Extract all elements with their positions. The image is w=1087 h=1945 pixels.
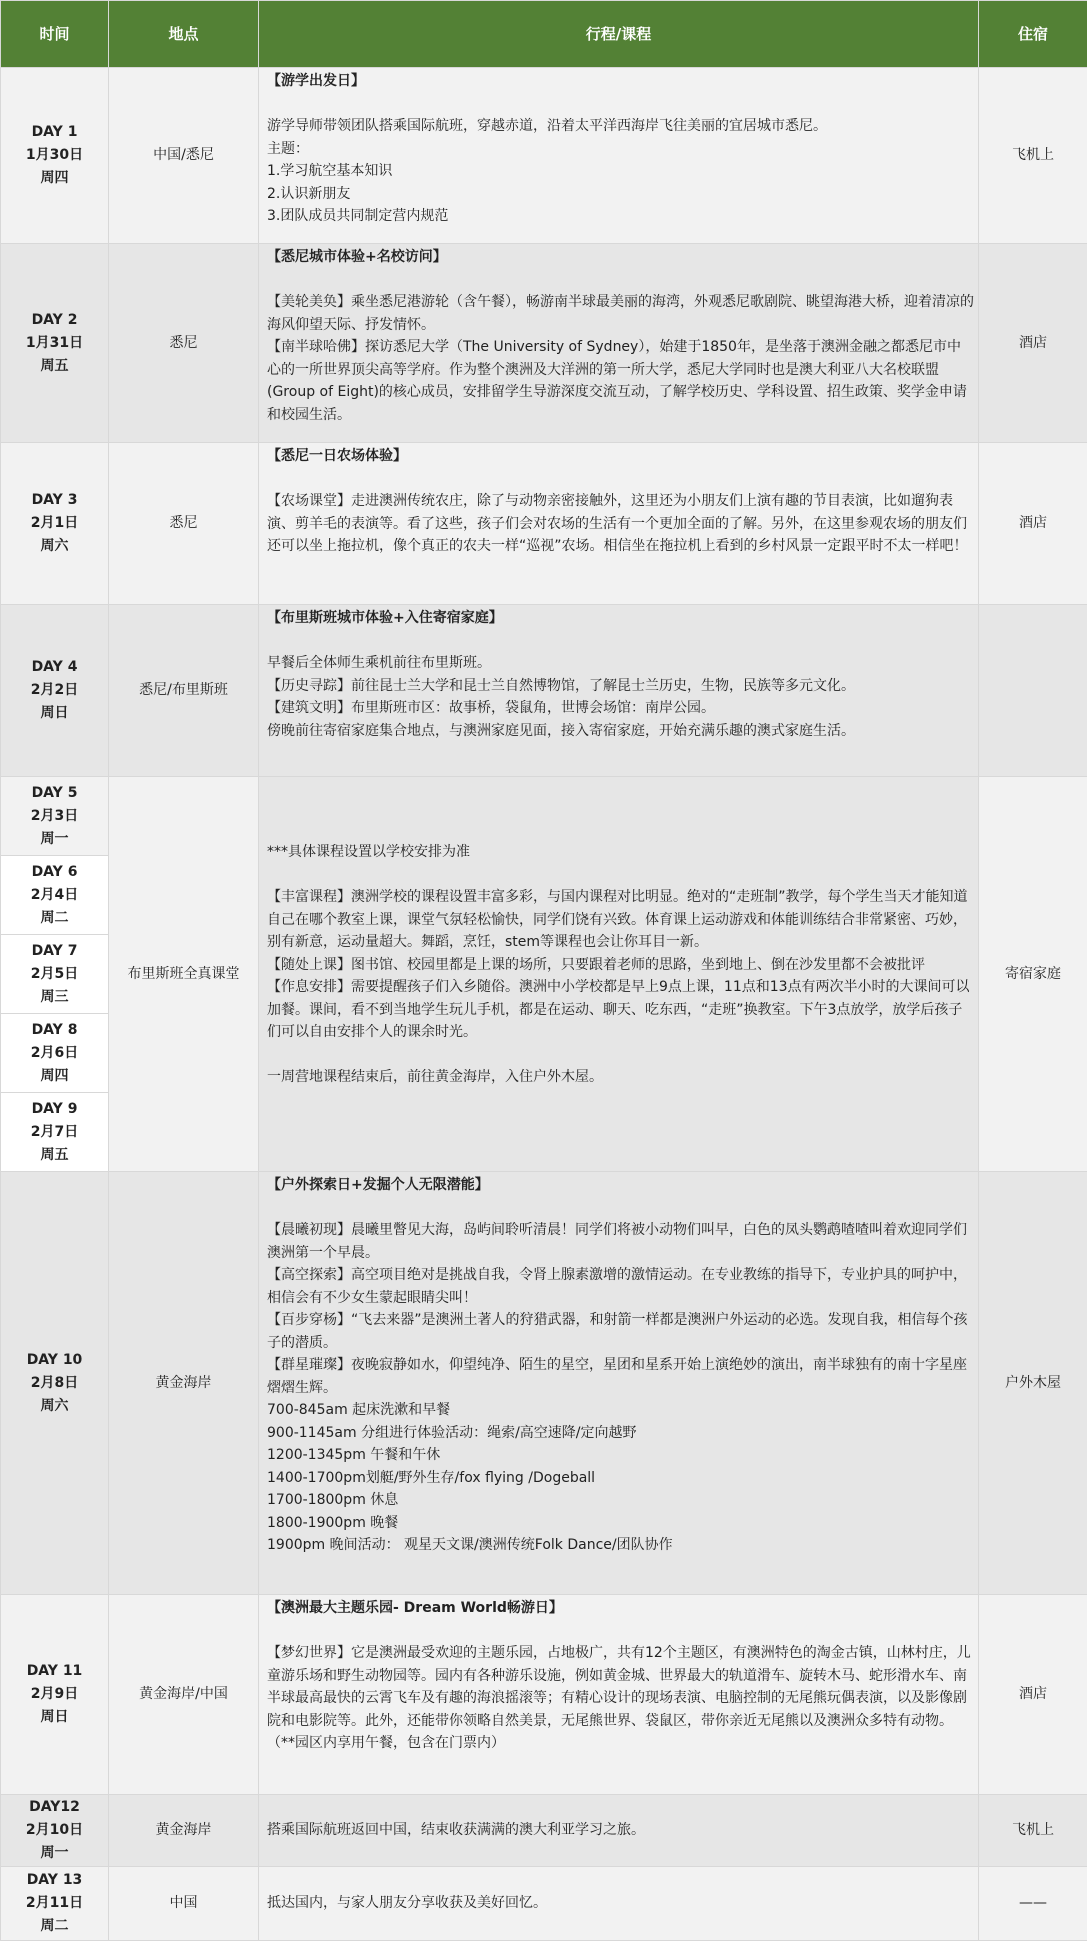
- itinerary-cell: [259, 244, 979, 443]
- itinerary-line: 搭乘国际航班返回中国，结束收获满满的澳大利亚学习之旅。: [267, 1822, 645, 1839]
- itinerary-line: 【丰富课程】澳洲学校的课程设置丰富多彩，与国内课程对比明显。绝对的“走班制”教学，每个学生当天才能知道自己在哪个教室上课，课堂气氛轻松愉快，同学们饶有兴致。体育课上运动游戏和体能训练结合非常紧密、巧妙，别有新意，运动量超大。舞蹈，烹饪，stem等课程也会让你耳目一新。: [267, 889, 968, 950]
- itinerary-line: 1800-1900pm 晚餐: [267, 1514, 399, 1531]
- day-date: 1月31日: [25, 334, 84, 351]
- itinerary-line: 【农场课堂】走进澳洲传统农庄，除了与动物亲密接触外，这里还为小朋友们上演有趣的节目表演，比如遛狗表演、剪羊毛的表演等。看了这些，孩子们会对农场的生活有一个更加全面的了解。另外，在这里参观农场的朋友们还可以坐上拖拉机，像个真正的农夫一样“巡视”农场。相信坐在拖拉机上看到的乡村风景一定跟平时不太一样吧！: [267, 493, 968, 554]
- itinerary-title: 【澳洲最大主题乐园- Dream World畅游日】: [267, 1600, 563, 1616]
- day-weekday: 周二: [40, 1918, 69, 1934]
- day-row-11: [1, 1595, 1087, 1795]
- lodging-cell: ——: [979, 1867, 1087, 1941]
- itinerary-line: （**园区内享用午餐，包含在门票内）: [267, 1735, 505, 1751]
- place-cell: 悉尼: [109, 244, 259, 443]
- header-time: 时间: [1, 1, 109, 68]
- day-weekday: 周一: [40, 830, 69, 847]
- itinerary-line: 【美轮美奂】乘坐悉尼港游轮（含午餐），畅游南半球最美丽的海湾，外观悉尼歌剧院、眺望海港大桥，迎着清凉的海风仰望天际、抒发情怀。: [267, 294, 974, 333]
- itinerary-cell: [259, 777, 979, 1172]
- day-cell: [1, 605, 109, 777]
- itinerary-line: 1700-1800pm 休息: [267, 1492, 399, 1508]
- lodging-cell: 酒店: [979, 244, 1087, 443]
- itinerary-line: 【建筑文明】布里斯班市区：故事桥，袋鼠角，世博会场馆：南岸公园。: [267, 700, 715, 716]
- header-itinerary: 行程/课程: [259, 1, 979, 68]
- day-date: 2月10日: [25, 1822, 84, 1838]
- itinerary-title: 【悉尼城市体验+名校访问】: [267, 249, 447, 265]
- day-weekday: 周日: [40, 1709, 69, 1725]
- itinerary-line: 【晨曦初现】晨曦里瞥见大海，岛屿间聆听清晨！同学们将被小动物们叫早，白色的凤头鹦鹉喳喳叫着欢迎同学们澳洲第一个早晨。: [267, 1222, 967, 1261]
- lodging-cell: 寄宿家庭: [979, 777, 1087, 1172]
- day-date: 2月4日: [30, 886, 79, 903]
- header-row: [1, 1, 1087, 68]
- day-row-2: [1, 244, 1087, 443]
- itinerary-line: [267, 864, 974, 887]
- itinerary-line: 900-1145am 分组进行体验活动：绳索/高空速降/定向越野: [267, 1424, 637, 1441]
- itinerary-title: 【布里斯班城市体验+入住寄宿家庭】: [267, 610, 503, 626]
- day-number: DAY 11: [26, 1663, 83, 1679]
- itinerary-cell: [259, 1595, 979, 1795]
- day-number: DAY 13: [26, 1872, 83, 1888]
- lodging-cell: 飞机上: [979, 1795, 1087, 1867]
- day-date: 2月8日: [30, 1374, 79, 1391]
- day-date: 2月3日: [30, 807, 79, 824]
- itinerary-line: [267, 1620, 974, 1643]
- day-weekday: 周四: [40, 1067, 69, 1084]
- itinerary-line: 抵达国内，与家人朋友分享收获及美好回忆。: [267, 1895, 547, 1912]
- day-row-3: [1, 443, 1087, 605]
- itinerary-line: 【南半球哈佛】探访悉尼大学（The University of Sydney），始建于1850年，是坐落于澳洲金融之都悉尼市中心的一所世界顶尖高等学府。作为整个澳洲及大洋洲的第一所大学，悉尼大学同时也是澳大利亚八大名校联盟(Group of Eight)的核心成员，安排留学生导游深度交流互动，了解学校历史、学科设置、招生政策、奖学金申请和校园生活。: [267, 339, 967, 423]
- day-weekday: 周六: [40, 538, 69, 554]
- place-cell: 中国: [109, 1867, 259, 1941]
- day-date: 2月9日: [30, 1686, 79, 1702]
- day-row-1: [1, 68, 1087, 244]
- itinerary-cell: [259, 605, 979, 777]
- place-cell: 中国/悉尼: [109, 68, 259, 244]
- day-date: 2月5日: [30, 965, 79, 982]
- day-row-13: [1, 1867, 1087, 1941]
- itinerary-line: [267, 93, 974, 116]
- day-weekday: 周三: [40, 988, 69, 1005]
- day-number: DAY 10: [26, 1351, 83, 1368]
- day-date: 2月2日: [30, 682, 79, 698]
- day-cell: [1, 1867, 109, 1941]
- itinerary-line: 【高空探索】高空项目绝对是挑战自我，令肾上腺素激增的激情运动。在专业教练的指导下，专业护具的呵护中，相信会有不少女生蒙起眼睛尖叫！: [267, 1267, 967, 1306]
- day-cell: [1, 1795, 109, 1867]
- place-cell: 布里斯班全真课堂: [109, 777, 259, 1172]
- day-weekday: 周二: [40, 909, 69, 926]
- day-cell: [1, 1595, 109, 1795]
- itinerary-line: [267, 468, 974, 491]
- itinerary-line: 【作息安排】需要提醒孩子们入乡随俗。澳洲中小学校都是早上9点上课，11点和13点有两次半小时的大课间可以加餐。课间，看不到当地学生玩儿手机，都是在运动、聊天、吃东西，“走班”换教室。下午3点放学，放学后孩子们可以自由安排个人的课余时光。: [267, 979, 970, 1040]
- day-weekday: 周五: [40, 357, 69, 374]
- itinerary-line: 游学导师带领团队搭乘国际航班，穿越赤道，沿着太平洋西海岸飞往美丽的宜居城市悉尼。: [267, 118, 827, 134]
- day-number: DAY 6: [31, 863, 78, 880]
- day-number: DAY 1: [31, 124, 78, 140]
- itinerary-cell: [259, 68, 979, 244]
- day-cell: [1, 1093, 109, 1172]
- place-cell: 悉尼: [109, 443, 259, 605]
- day-row-5: [1, 777, 1087, 856]
- itinerary-line: [267, 269, 974, 292]
- lodging-cell: 酒店: [979, 1595, 1087, 1795]
- day-cell: [1, 68, 109, 244]
- itinerary-line: 700-845am 起床洗漱和早餐: [267, 1402, 451, 1418]
- day-cell: [1, 1014, 109, 1093]
- day-date: 2月6日: [30, 1044, 79, 1061]
- itinerary-line: 1.学习航空基本知识: [267, 163, 393, 179]
- day-date: 2月11日: [25, 1895, 84, 1911]
- place-cell: 黄金海岸: [109, 1795, 259, 1867]
- lodging-cell: 酒店: [979, 443, 1087, 605]
- itinerary-line: 1200-1345pm 午餐和午休: [267, 1447, 441, 1463]
- lodging-cell: 飞机上: [979, 68, 1087, 244]
- place-cell: 黄金海岸: [109, 1172, 259, 1595]
- lodging-cell: 户外木屋: [979, 1172, 1087, 1595]
- day-row-4: [1, 605, 1087, 777]
- day-row-12: [1, 1795, 1087, 1867]
- day-cell: [1, 443, 109, 605]
- itinerary-line: 【历史寻踪】前往昆士兰大学和昆士兰自然博物馆，了解昆士兰历史，生物，民族等多元文化。: [267, 677, 855, 694]
- lodging-cell: [979, 605, 1087, 777]
- place-cell: 黄金海岸/中国: [109, 1595, 259, 1795]
- day-number: DAY 8: [31, 1021, 78, 1038]
- day-number: DAY12: [29, 1799, 80, 1815]
- itinerary-line: 【梦幻世界】它是澳洲最受欢迎的主题乐园，占地极广，共有12个主题区，有澳洲特色的淘金古镇，山林村庄，儿童游乐场和野生动物园等。园内有各种游乐设施，例如黄金城、世界最大的轨道滑车、旋转木马、蛇形滑水车、南半球最高最快的云霄飞车及有趣的海浪摇滚等；有精心设计的现场表演、电脑控制的无尾熊玩偶表演，以及影像剧院和电影院等。此外，还能带你领略自然美景，无尾熊世界、袋鼠区，带你亲近无尾熊以及澳洲众多特有动物。: [267, 1645, 971, 1729]
- itinerary-line: 2.认识新朋友: [267, 185, 351, 202]
- day-weekday: 周六: [40, 1397, 69, 1414]
- day-date: 1月30日: [25, 147, 84, 163]
- day-number: DAY 7: [31, 942, 78, 959]
- itinerary-line: 3.团队成员共同制定营内规范: [267, 208, 449, 224]
- itinerary-line: 【群星璀璨】夜晚寂静如水，仰望纯净、陌生的星空，星团和星系开始上演绝妙的演出，南半球独有的南十字星座熠熠生辉。: [267, 1357, 967, 1396]
- day-cell: [1, 1172, 109, 1595]
- itinerary-line: [267, 1044, 974, 1067]
- itinerary-line: 【百步穿杨】“飞去来器”是澳洲土著人的狩猎武器，和射箭一样都是澳洲户外运动的必选。发现自我，相信每个孩子的潜质。: [267, 1312, 968, 1351]
- day-row-10: [1, 1172, 1087, 1595]
- day-cell: [1, 244, 109, 443]
- day-weekday: 周日: [40, 705, 69, 721]
- itinerary-cell: [259, 443, 979, 605]
- day-weekday: 周四: [40, 170, 69, 186]
- itinerary-line: 【随处上课】图书馆、校园里都是上课的场所，只要跟着老师的思路，坐到地上、倒在沙发里都不会被批评: [267, 956, 925, 973]
- day-number: DAY 5: [31, 784, 78, 801]
- day-date: 2月1日: [30, 515, 79, 531]
- day-weekday: 周五: [40, 1146, 69, 1163]
- day-cell: [1, 856, 109, 935]
- day-date: 2月7日: [30, 1123, 79, 1140]
- itinerary-line: 傍晚前往寄宿家庭集合地点，与澳洲家庭见面，接入寄宿家庭，开始充满乐趣的澳式家庭生活。: [267, 722, 855, 739]
- itinerary-line: 早餐后全体师生乘机前往布里斯班。: [267, 655, 491, 671]
- day-cell: [1, 935, 109, 1014]
- itinerary-cell: [259, 1795, 979, 1867]
- itinerary-line: 1400-1700pm划艇/野外生存/fox flying /Dogeball: [267, 1469, 596, 1486]
- day-number: DAY 4: [31, 659, 78, 675]
- place-cell: 悉尼/布里斯班: [109, 605, 259, 777]
- header-place: 地点: [109, 1, 259, 68]
- itinerary-line: ***具体课程设置以学校安排为准: [267, 844, 470, 860]
- itinerary-title: 【户外探索日+发掘个人无限潜能】: [267, 1177, 489, 1193]
- itinerary-cell: [259, 1172, 979, 1595]
- itinerary-line: [267, 1197, 974, 1220]
- itinerary-line: 主题：: [267, 140, 309, 157]
- day-number: DAY 3: [31, 492, 78, 508]
- itinerary-line: 1900pm 晚间活动： 观星天文课/澳洲传统Folk Dance/团队协作: [267, 1537, 673, 1553]
- itinerary-line: [267, 630, 974, 653]
- day-weekday: 周一: [40, 1845, 69, 1861]
- day-cell: [1, 777, 109, 856]
- itinerary-title: 【悉尼一日农场体验】: [267, 448, 407, 464]
- day-number: DAY 2: [31, 311, 78, 328]
- itinerary-line: 一周营地课程结束后，前往黄金海岸，入住户外木屋。: [267, 1069, 603, 1085]
- itinerary-title: 【游学出发日】: [267, 73, 365, 89]
- day-number: DAY 9: [31, 1100, 78, 1117]
- header-lodging: 住宿: [979, 1, 1087, 68]
- itinerary-cell: [259, 1867, 979, 1941]
